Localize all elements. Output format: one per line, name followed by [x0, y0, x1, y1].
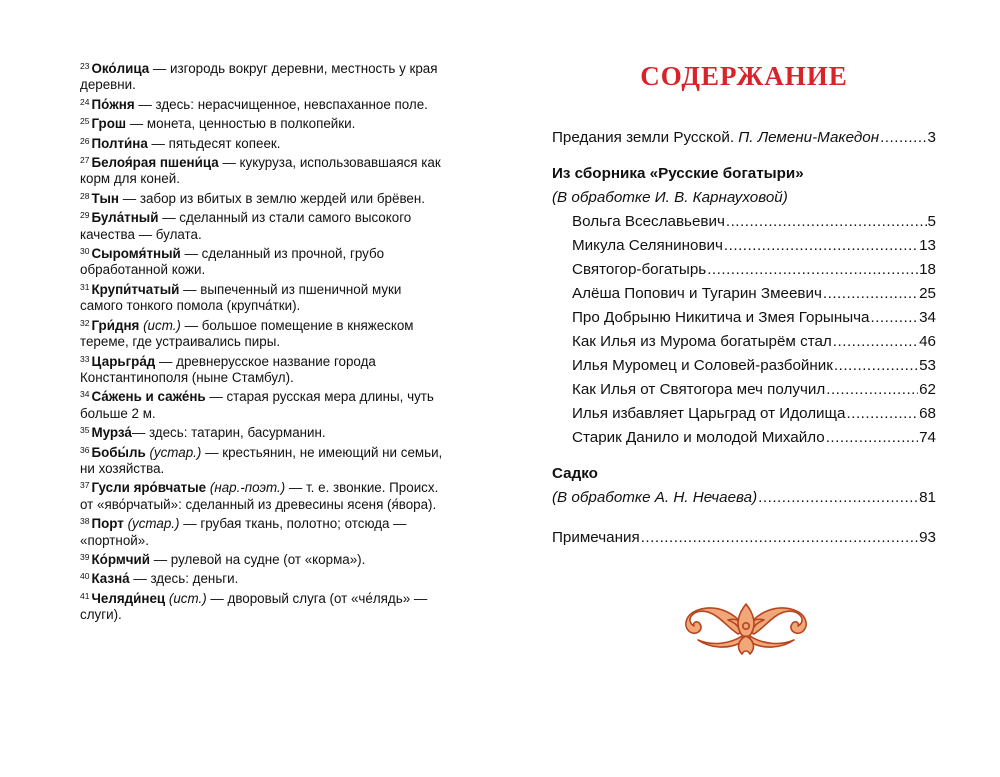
- note-26: $^{26}$ Полти́на — пятьдесят копеек.: [80, 135, 281, 151]
- toc-section-heading-sadko: Садко: [552, 465, 598, 482]
- notes-page: [80, 58, 443, 624]
- toc-entry-notes: Примечания ..... 93: [552, 526, 936, 550]
- note-29: $^{29}$ Була́тный — сделанный из стали самого высокого качества — булата.: [80, 210, 412, 242]
- toc-entry: Старик Данило и молодой Михайло ..... 74: [552, 426, 936, 450]
- note-37: $^{37}$ Гусли яро́вчатые (нар.-поэт.) — т. е. звонкие. Происх. от «яво́рчатый»: сделанный из древесины ясеня (я́вора).: [80, 480, 439, 512]
- toc-entry: Как Илья из Мурома богатырём стал ..... 46: [552, 330, 936, 354]
- dot-leader: [726, 210, 927, 234]
- note-24: $^{24}$ По́жня — здесь: нерасчищенное, невспаханное поле.: [80, 96, 428, 112]
- toc-entry-preface: [552, 126, 936, 150]
- dot-leader: [707, 258, 918, 282]
- note-38: $^{38}$ Порт (устар.) — грубая ткань, полотно; отсюда — «портной».: [80, 516, 407, 548]
- dot-leader: [641, 526, 918, 550]
- note-30: $^{30}$ Сыромя́тный — сделанный из прочной, грубо обработанной кожи.: [80, 246, 385, 278]
- note-40: $^{40}$ Казна́ — здесь: деньги.: [80, 571, 239, 587]
- dot-leader: [880, 126, 926, 150]
- toc-entry: Илья избавляет Царьград от Идолища ..... 68: [552, 402, 936, 426]
- note-31: $^{31}$ Крупи́тчатый — выпеченный из пшеничной муки самого тонкого помола (крупча́тки).: [80, 281, 402, 314]
- toc-section-heading: Из сборника «Русские богатыри»: [552, 165, 804, 182]
- note-39: $^{39}$ Ко́рмчий — рулевой на судне (от «корма»).: [80, 551, 366, 567]
- floral-ornament-icon: [676, 590, 816, 660]
- dot-leader: [870, 306, 918, 330]
- note-32: $^{32}$ Гри́дня (ист.) — большое помещение в княжеском тереме, где устраивались пиры.: [80, 317, 414, 350]
- toc-entry: Алёша Попович и Тугарин Змеевич ..... 25: [552, 282, 936, 306]
- toc-entry: Про Добрыню Никитича и Змея Горыныча ..... 34: [552, 306, 936, 330]
- toc-entry-sadko: (В обработке А. Н. Нечаева) ..... 81: [552, 486, 936, 510]
- note-36: $^{36}$ Бобы́ль (устар.) — крестьянин, не имеющий ни семьи, ни хозяйства.: [80, 444, 443, 476]
- toc-section-subtitle: (В обработке И. В. Карнауховой): [552, 189, 788, 206]
- dot-leader: [826, 378, 918, 402]
- note-27: $^{27}$ Белоя́рая пшени́ца — кукуруза, использовавшаяся как корм для коней.: [80, 155, 441, 187]
- toc-entry: Святогор-богатырь ..... 18: [552, 258, 936, 282]
- note-34: $^{34}$ Са́жень и саже́нь — старая русская мера длины, чуть больше 2 м.: [80, 389, 434, 421]
- dot-leader: [833, 330, 918, 354]
- toc-entry: Микула Селянинович ..... 13: [552, 234, 936, 258]
- toc-preface-author: П. Лемени-Македон: [738, 129, 880, 146]
- toc-entry: Илья Муромец и Соловей-разбойник ..... 53: [552, 354, 936, 378]
- contents-page: [552, 60, 936, 550]
- dot-leader: [724, 234, 918, 258]
- dot-leader: [847, 402, 919, 426]
- toc-entry: Вольга Всеславьевич ..... 5: [552, 210, 936, 234]
- dot-leader: [826, 426, 918, 450]
- note-35: $^{35}$ Мурза́— здесь: татарин, басурманин.: [80, 425, 326, 441]
- note-41: $^{41}$ Челяди́нец (ист.) — дворовый слуга (от «че́лядь» — слуги).: [80, 590, 428, 623]
- dot-leader: [834, 354, 918, 378]
- toc-page-number: 3: [927, 129, 936, 146]
- dot-leader: [823, 282, 918, 306]
- note-23: $^{23}$ Око́лица — изгородь вокруг деревни, местность у края деревни.: [80, 61, 438, 93]
- toc-preface-title: Предания земли Русской.: [552, 129, 735, 146]
- note-25: $^{25}$ Грош — монета, ценностью в полкопейки.: [80, 116, 356, 132]
- dot-leader: [758, 486, 918, 510]
- contents-title: СОДЕРЖАНИЕ: [640, 61, 848, 91]
- note-33: $^{33}$ Царьгра́д — древнерусское название города Константинополя (ныне Стамбул).: [80, 353, 376, 385]
- note-28: $^{28}$ Тын — забор из вбитых в землю жердей или брёвен.: [80, 190, 425, 206]
- toc-entry: Как Илья от Святогора меч получил ..... 62: [552, 378, 936, 402]
